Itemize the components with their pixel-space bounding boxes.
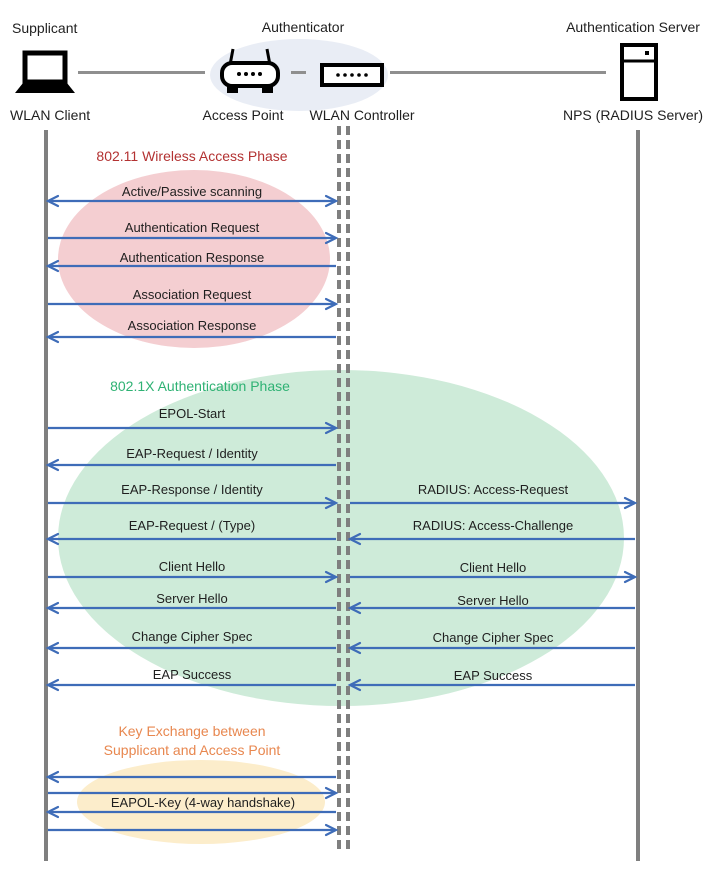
message-label: Server Hello — [156, 591, 228, 606]
lifeline-auth-server — [636, 130, 640, 861]
connector-line-right — [390, 71, 606, 74]
message-label: EAPOL-Key (4-way handshake) — [110, 795, 296, 810]
phase3-title — [52, 722, 332, 760]
message-label: Authentication Response — [119, 250, 265, 265]
node-label-wlan-controller: WLAN Controller — [309, 107, 415, 123]
message-arrowhead — [625, 498, 635, 508]
message-label: Association Request — [132, 287, 252, 302]
node-label-wlan-client: WLAN Client — [10, 107, 91, 123]
message-arrowhead — [48, 643, 58, 653]
wlan-controller-icon — [320, 63, 384, 87]
message-label: Client Hello — [459, 560, 527, 575]
message-label: EPOL-Start — [158, 406, 226, 421]
connector-line-left — [78, 71, 205, 74]
node-label-nps: NPS (RADIUS Server) — [562, 107, 704, 123]
access-point-icon — [219, 47, 281, 95]
phase1-title-text: 802.11 Wireless Access Phase — [96, 148, 288, 164]
lifeline-authenticator-left — [337, 126, 341, 853]
phase3-title-line2: Supplicant and Access Point — [103, 742, 281, 758]
node-label-access-point: Access Point — [202, 107, 284, 123]
message-label: RADIUS: Access-Request — [417, 482, 569, 497]
server-icon — [620, 43, 658, 101]
laptop-icon — [13, 50, 77, 96]
phase2-title — [60, 377, 340, 396]
message-arrowhead — [48, 460, 58, 470]
message-arrowhead — [48, 807, 58, 817]
role-authenticator: Authenticator — [261, 19, 345, 35]
message-label: EAP-Request / Identity — [126, 446, 258, 461]
message-arrowhead — [48, 332, 58, 342]
phase1-title — [52, 147, 332, 166]
message-arrowhead — [48, 772, 58, 782]
message-label: Client Hello — [158, 559, 226, 574]
message-label: Server Hello — [457, 593, 529, 608]
message-arrowhead — [326, 825, 336, 835]
connector-line-mid-dash — [291, 71, 306, 74]
message-label: Association Response — [127, 318, 257, 333]
message-arrowhead — [48, 534, 58, 544]
phase3-title-line1: Key Exchange between — [118, 723, 266, 739]
message-label: Change Cipher Spec — [131, 629, 253, 644]
message-label: RADIUS: Access-Challenge — [412, 518, 574, 533]
lifeline-supplicant — [44, 130, 48, 861]
lifeline-authenticator-right — [346, 126, 350, 853]
message-label: Change Cipher Spec — [432, 630, 554, 645]
message-label: EAP-Request / (Type) — [128, 518, 256, 533]
message-label: Active/Passive scanning — [121, 184, 263, 199]
message-label: EAP Success — [152, 667, 232, 682]
role-authentication-server: Authentication Server — [566, 19, 700, 35]
phase2-title-text: 802.1X Authentication Phase — [110, 378, 290, 394]
message-label: EAP Success — [453, 668, 533, 683]
message-label: EAP-Response / Identity — [121, 482, 263, 497]
role-supplicant: Supplicant — [12, 20, 78, 36]
message-label: Authentication Request — [124, 220, 260, 235]
